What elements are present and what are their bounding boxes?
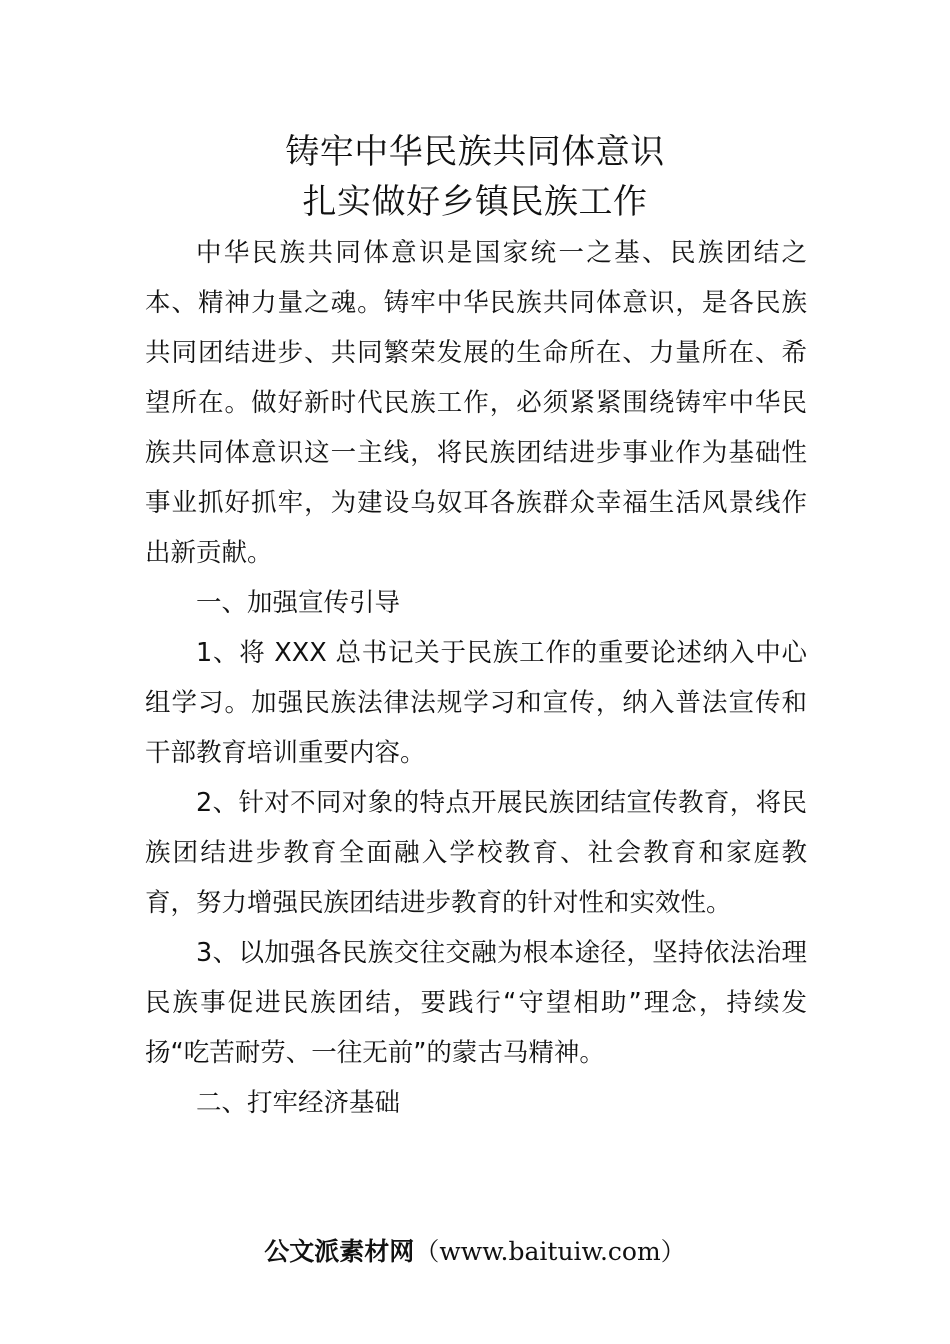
document-body — [145, 228, 807, 1128]
document-title-line-2: 扎实做好乡镇民族工作 — [302, 182, 648, 222]
list-item-3: 3、以加强各民族交往交融为根本途径，坚持依法治理民族事促进民族团结，要践行“守望相助”理念，持续发扬“吃苦耐劳、一往无前”的蒙古马精神。 — [145, 938, 807, 1068]
section-heading-2: 二、打牢经济基础 — [196, 1088, 401, 1118]
intro-paragraph: 中华民族共同体意识是国家统一之基、民族团结之本、精神力量之魂。铸牢中华民族共同体意识，是各民族共同团结进步、共同繁荣发展的生命所在、力量所在、希望所在。做好新时代民族工作，必须紧紧围绕铸牢中华民族共同体意识这一主线，将民族团结进步事业作为基础性事业抓好抓牢，为建设乌奴耳各族群众幸福生活风景线作出新贡献。 — [145, 238, 807, 568]
section-heading-1: 一、加强宣传引导 — [196, 588, 401, 618]
footer-site-name: 公文派素材网 — [264, 1237, 415, 1266]
list-item-2: 2、针对不同对象的特点开展民族团结宣传教育，将民族团结进步教育全面融入学校教育、社会教育和家庭教育，努力增强民族团结进步教育的针对性和实效性。 — [145, 788, 807, 918]
footer-site-url: （www.baituiw.com） — [414, 1237, 686, 1266]
page-footer — [0, 1234, 950, 1270]
list-item-1: 1、将 XXX 总书记关于民族工作的重要论述纳入中心组学习。加强民族法律法规学习和宣传，纳入普法宣传和干部教育培训重要内容。 — [145, 638, 807, 768]
document-title-line-1: 铸牢中华民族共同体意识 — [285, 132, 665, 172]
